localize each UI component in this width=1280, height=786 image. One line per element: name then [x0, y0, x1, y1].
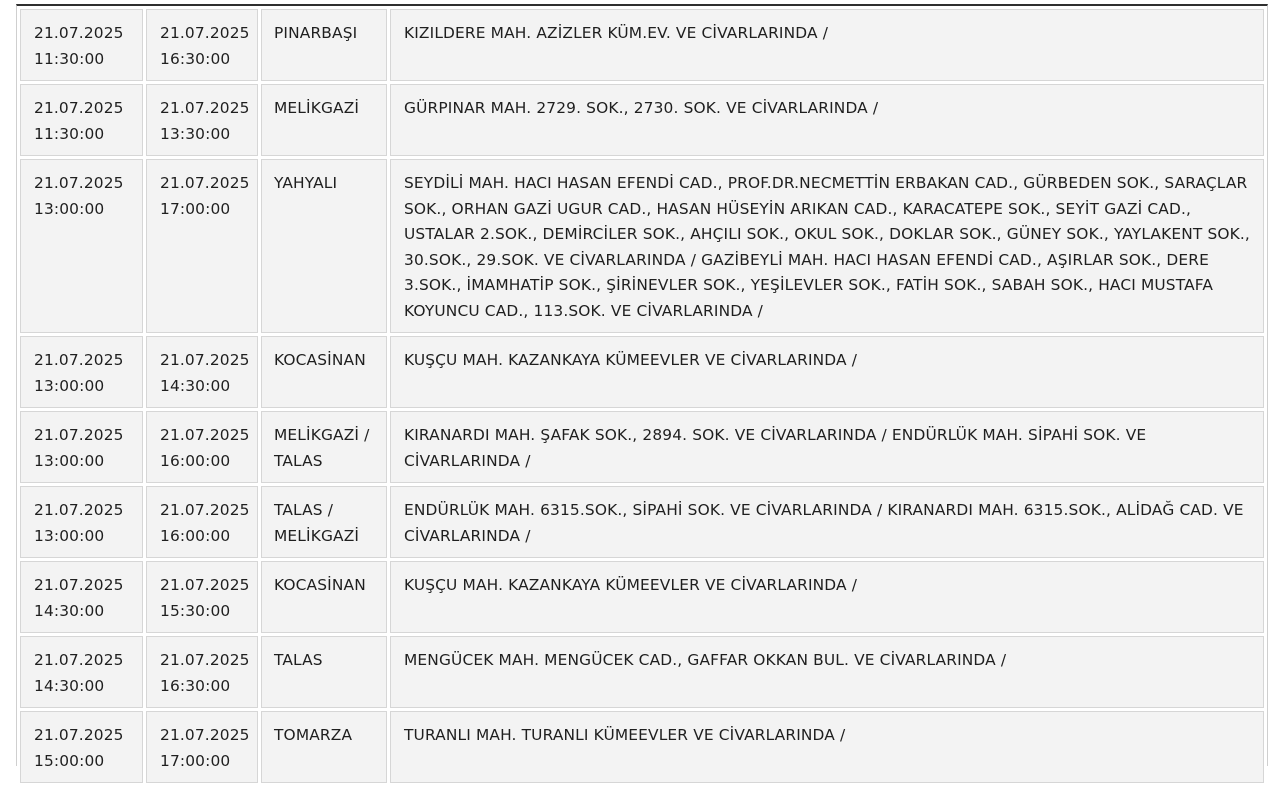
end-cell [146, 411, 258, 483]
end-time: 17:00:00 [160, 199, 231, 218]
table-row [20, 411, 1264, 483]
start-cell [20, 411, 143, 483]
district-cell: TALAS [261, 636, 387, 708]
table-row [20, 336, 1264, 408]
start-time: 14:30:00 [34, 676, 105, 695]
address-cell: ENDÜRLÜK MAH. 6315.SOK., SİPAHİ SOK. VE CİVARLARINDA / KIRANARDI MAH. 6315.SOK., ALİDAĞ CAD. VE CİVARLARINDA / [390, 486, 1264, 558]
start-date: 21.07.2025 [34, 351, 124, 369]
end-cell [146, 84, 258, 156]
end-cell [146, 636, 258, 708]
start-time: 13:00:00 [34, 376, 105, 395]
address-cell: SEYDİLİ MAH. HACI HASAN EFENDİ CAD., PROF.DR.NECMETTİN ERBAKAN CAD., GÜRBEDEN SOK., SARAÇLAR SOK., ORHAN GAZİ UGUR CAD., HASAN HÜSEYİN ARIKAN CAD., KARACATEPE SOK., SEYİT GAZİ CAD., USTALAR 2.SOK., DEMİRCİLER SOK., AHÇILI SOK., OKUL SOK., DOKLAR SOK., GÜNEY SOK., YAYLAKENT SOK., 30.SOK., 29.SOK. VE CİVARLARINDA / GAZİBEYLİ MAH. HACI HASAN EFENDİ CAD., AŞIRLAR SOK., DERE 3.SOK., İMAMHATİP SOK., ŞİRİNEVLER SOK., YEŞİLEVLER SOK., FATİH SOK., SABAH SOK., HACI MUSTAFA KOYUNCU CAD., 113.SOK. VE CİVARLARINDA / [390, 159, 1264, 333]
start-time: 15:00:00 [34, 751, 105, 770]
end-cell [146, 486, 258, 558]
start-cell [20, 84, 143, 156]
end-date: 21.07.2025 [160, 24, 250, 42]
start-date: 21.07.2025 [34, 726, 124, 744]
end-time: 15:30:00 [160, 601, 231, 620]
table-row [20, 711, 1264, 783]
start-date: 21.07.2025 [34, 99, 124, 117]
end-time: 16:00:00 [160, 451, 231, 470]
table-row [20, 486, 1264, 558]
address-cell: KIZILDERE MAH. AZİZLER KÜM.EV. VE CİVARLARINDA / [390, 9, 1264, 81]
end-date: 21.07.2025 [160, 351, 250, 369]
end-date: 21.07.2025 [160, 174, 250, 192]
start-time: 11:30:00 [34, 124, 105, 143]
end-time: 16:30:00 [160, 49, 231, 68]
start-cell [20, 711, 143, 783]
start-cell [20, 561, 143, 633]
end-time: 14:30:00 [160, 376, 231, 395]
start-time: 13:00:00 [34, 526, 105, 545]
start-date: 21.07.2025 [34, 651, 124, 669]
end-date: 21.07.2025 [160, 501, 250, 519]
start-date: 21.07.2025 [34, 576, 124, 594]
power-outage-table [17, 6, 1267, 786]
end-cell [146, 561, 258, 633]
start-cell [20, 636, 143, 708]
address-cell: MENGÜCEK MAH. MENGÜCEK CAD., GAFFAR OKKAN BUL. VE CİVARLARINDA / [390, 636, 1264, 708]
start-cell [20, 336, 143, 408]
district-cell: TOMARZA [261, 711, 387, 783]
start-cell [20, 486, 143, 558]
table-row [20, 84, 1264, 156]
end-date: 21.07.2025 [160, 99, 250, 117]
end-date: 21.07.2025 [160, 576, 250, 594]
table-row [20, 636, 1264, 708]
district-cell: YAHYALI [261, 159, 387, 333]
district-cell: KOCASİNAN [261, 336, 387, 408]
end-cell [146, 159, 258, 333]
district-cell: PINARBAŞI [261, 9, 387, 81]
start-time: 13:00:00 [34, 451, 105, 470]
end-date: 21.07.2025 [160, 426, 250, 444]
end-time: 13:30:00 [160, 124, 231, 143]
district-cell: MELİKGAZİ / TALAS [261, 411, 387, 483]
district-cell: KOCASİNAN [261, 561, 387, 633]
address-cell: TURANLI MAH. TURANLI KÜMEEVLER VE CİVARLARINDA / [390, 711, 1264, 783]
end-time: 16:30:00 [160, 676, 231, 695]
district-cell: TALAS / MELİKGAZİ [261, 486, 387, 558]
start-time: 13:00:00 [34, 199, 105, 218]
table-row [20, 9, 1264, 81]
start-cell [20, 9, 143, 81]
address-cell: KUŞÇU MAH. KAZANKAYA KÜMEEVLER VE CİVARLARINDA / [390, 561, 1264, 633]
district-cell: MELİKGAZİ [261, 84, 387, 156]
start-date: 21.07.2025 [34, 24, 124, 42]
end-time: 16:00:00 [160, 526, 231, 545]
start-time: 11:30:00 [34, 49, 105, 68]
start-cell [20, 159, 143, 333]
end-time: 17:00:00 [160, 751, 231, 770]
end-cell [146, 336, 258, 408]
address-cell: KIRANARDI MAH. ŞAFAK SOK., 2894. SOK. VE CİVARLARINDA / ENDÜRLÜK MAH. SİPAHİ SOK. VE CİVARLARINDA / [390, 411, 1264, 483]
address-cell: GÜRPINAR MAH. 2729. SOK., 2730. SOK. VE CİVARLARINDA / [390, 84, 1264, 156]
table-row [20, 159, 1264, 333]
end-date: 21.07.2025 [160, 651, 250, 669]
table-row [20, 561, 1264, 633]
end-date: 21.07.2025 [160, 726, 250, 744]
address-cell: KUŞÇU MAH. KAZANKAYA KÜMEEVLER VE CİVARLARINDA / [390, 336, 1264, 408]
start-date: 21.07.2025 [34, 426, 124, 444]
end-cell [146, 9, 258, 81]
start-date: 21.07.2025 [34, 501, 124, 519]
start-time: 14:30:00 [34, 601, 105, 620]
end-cell [146, 711, 258, 783]
start-date: 21.07.2025 [34, 174, 124, 192]
